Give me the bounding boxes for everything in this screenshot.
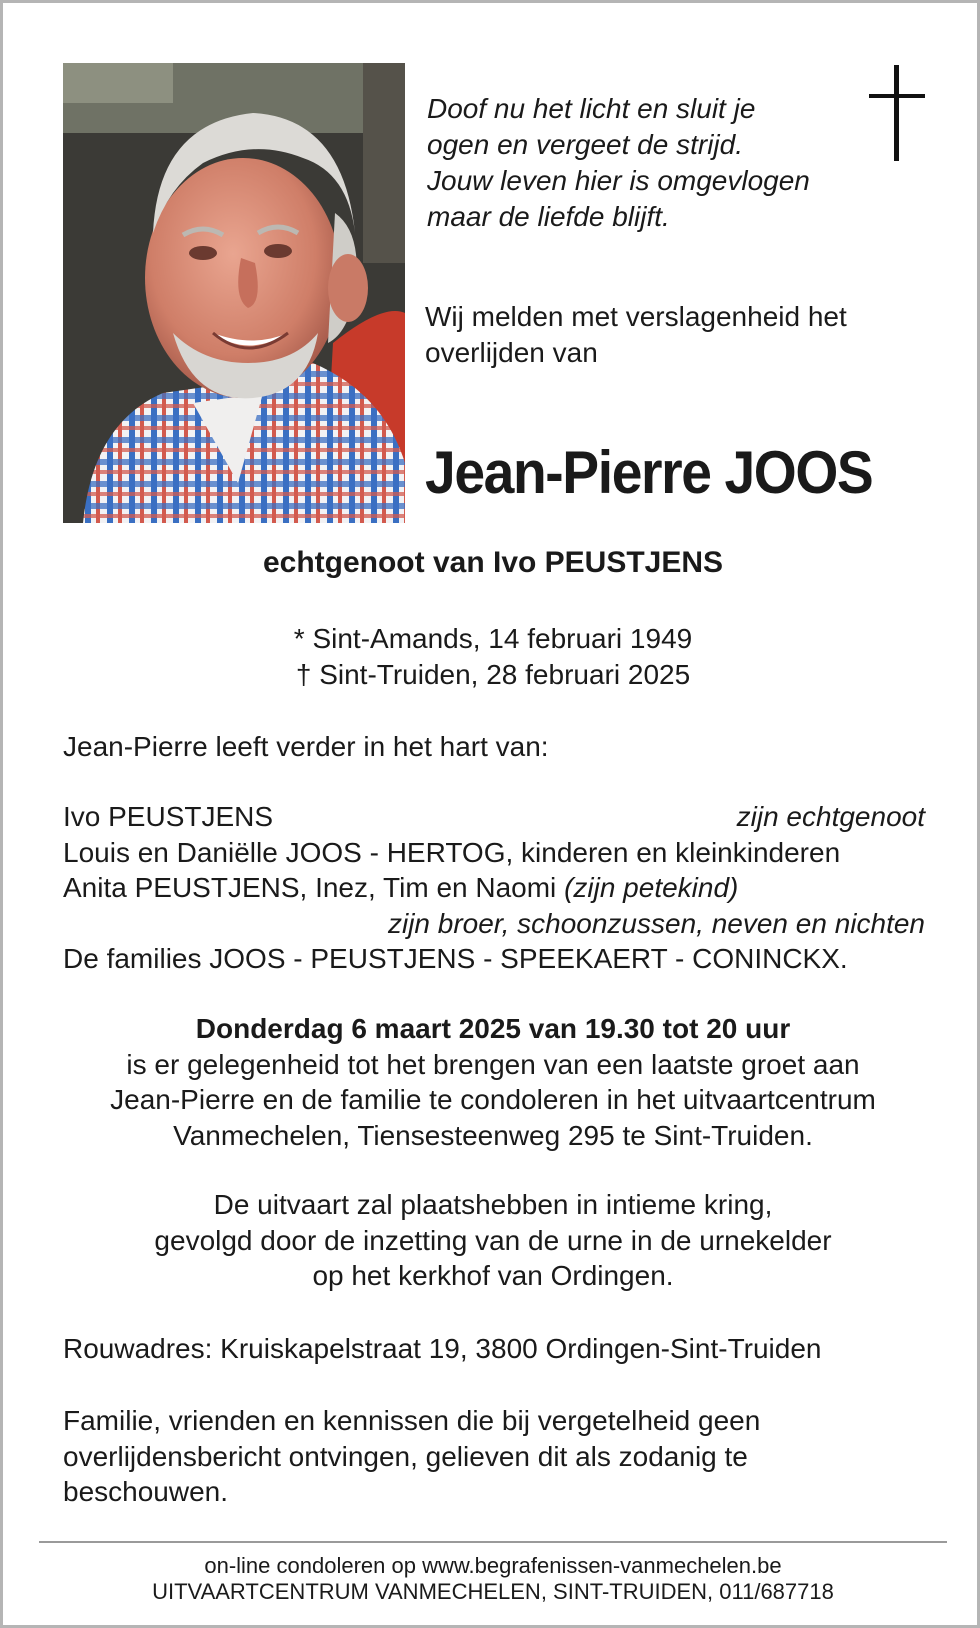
funeral-line: gevolgd door de inzetting van de urne in de urnekelder	[154, 1224, 832, 1256]
announcement-line: overlijden van	[425, 337, 598, 368]
announcement-line: Wij melden met verslagenheid het	[425, 301, 847, 332]
notice-line: Familie, vrienden en kennissen die bij vergetelheid geen	[63, 1405, 761, 1436]
relative-note: (zijn petekind)	[564, 872, 739, 903]
funeral-line: op het kerkhof van Ordingen.	[312, 1260, 674, 1291]
portrait-illustration	[63, 63, 405, 523]
announcement	[425, 299, 895, 371]
poem	[427, 91, 857, 235]
wake-line: Vanmechelen, Tiensesteenweg 295 te Sint-Truiden.	[173, 1119, 813, 1151]
poem-line: ogen en vergeet de strijd.	[427, 129, 743, 160]
footer	[3, 1553, 980, 1605]
relatives-list	[63, 799, 925, 977]
footer-divider	[39, 1541, 947, 1543]
poem-line: Jouw leven hier is omgevlogen	[427, 165, 810, 196]
funeral-info	[3, 1187, 980, 1294]
relative-row	[63, 941, 925, 977]
condolence-link[interactable]: on-line condoleren op www.begrafenissen-vanmechelen.be	[204, 1553, 782, 1578]
deceased-name: Jean-Pierre JOOS	[425, 439, 873, 506]
death-date: † Sint-Truiden, 28 februari 2025	[295, 659, 691, 690]
relative-role: zijn broer, schoonzussen, neven en nichten	[387, 907, 925, 939]
mourning-address: Rouwadres: Kruiskapelstraat 19, 3800 Ordingen-Sint-Truiden	[63, 1333, 822, 1364]
relative-name: De families JOOS - PEUSTJENS - SPEEKAERT - CONINCKX.	[63, 943, 848, 974]
poem-line: maar de liefde blijft.	[427, 201, 670, 232]
lives-on-heading: Jean-Pierre leeft verder in het hart van:	[63, 731, 549, 762]
birth-date: * Sint-Amands, 14 februari 1949	[293, 623, 693, 654]
wake-info	[3, 1011, 980, 1153]
notice-line: overlijdensbericht ontvingen, gelieven dit als zodanig te	[63, 1440, 748, 1472]
poem-line: Doof nu het licht en sluit je	[427, 93, 756, 124]
life-dates	[3, 621, 980, 693]
wake-heading: Donderdag 6 maart 2025 van 19.30 tot 20 uur	[195, 1013, 791, 1044]
cross-icon	[869, 65, 925, 161]
relative-row	[63, 835, 925, 871]
relative-name: Anita PEUSTJENS, Inez, Tim en Naomi	[63, 872, 557, 903]
funeral-home-contact: UITVAARTCENTRUM VANMECHELEN, SINT-TRUIDEN, 011/687718	[152, 1579, 834, 1604]
relative-name: Louis en Daniëlle JOOS - HERTOG, kinderen en kleinkinderen	[63, 836, 841, 868]
notice-line: beschouwen.	[63, 1476, 229, 1507]
spouse-line: echtgenoot van Ivo PEUSTJENS	[262, 546, 724, 579]
relative-row	[63, 799, 925, 835]
relative-name: Ivo PEUSTJENS	[63, 801, 274, 832]
relative-role: zijn echtgenoot	[736, 801, 925, 832]
notice	[63, 1403, 923, 1510]
wake-line: Jean-Pierre en de familie te condoleren in het uitvaartcentrum	[110, 1084, 876, 1115]
wake-line: is er gelegenheid tot het brengen van een laatste groet aan	[126, 1048, 860, 1080]
portrait-photo	[63, 63, 405, 523]
funeral-line: De uitvaart zal plaatshebben in intieme kring,	[213, 1189, 773, 1220]
relative-row	[63, 906, 925, 942]
relative-row	[63, 870, 925, 906]
